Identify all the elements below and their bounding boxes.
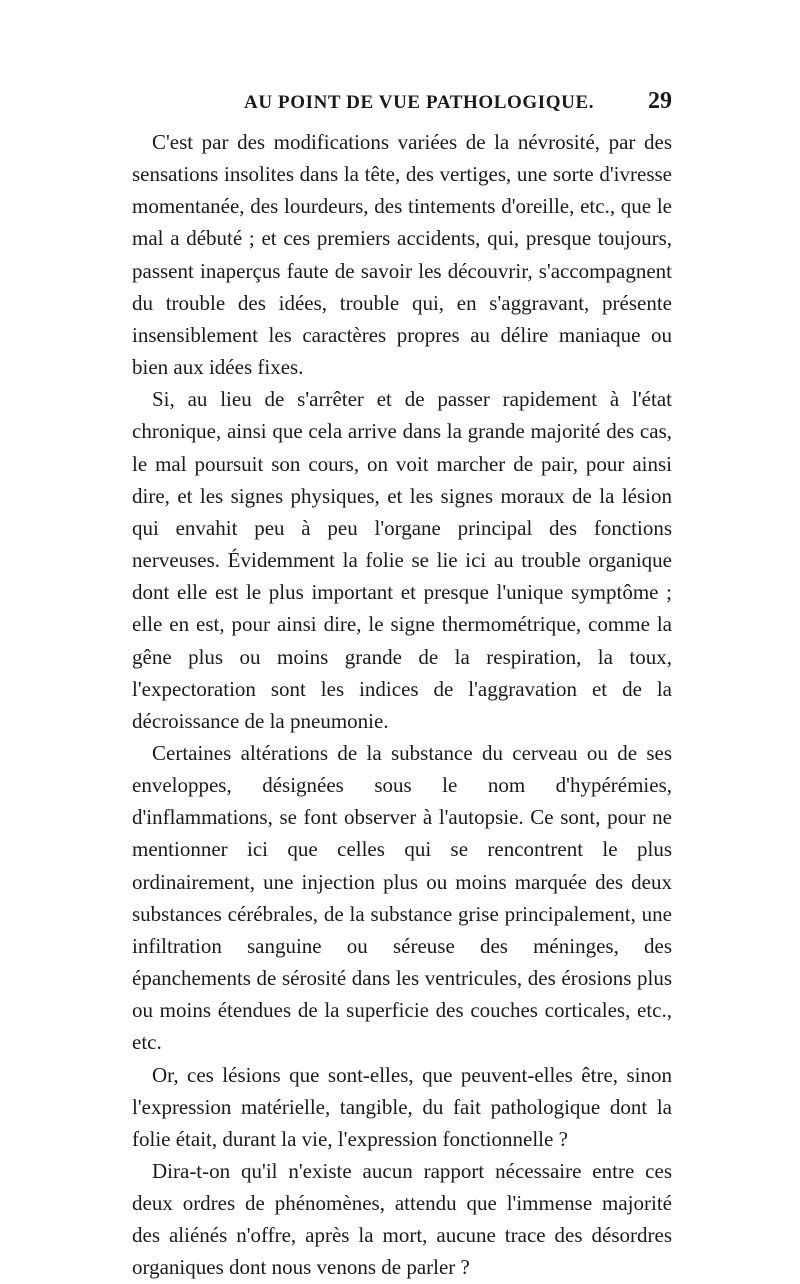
paragraph-3: Certaines altérations de la substance du cerveau ou de ses enveloppes, désignées sous le nom d'hypérémies, d'inflammations, se font observer à l'autopsie. Ce sont, pour ne mentionner ici que celles qui se rencontrent le plus ordinairement, une injection plus ou moins marquée des deux substances cérébrales, de la substance grise principalement, une infiltration sanguine ou séreuse des méninges, des épanchements de sérosité dans les ventricules, des érosions plus ou moins étendues de la superficie des couches corticales, etc., etc.: [132, 740, 672, 1055]
body-text: [132, 126, 672, 1284]
paragraph-4: Or, ces lésions que sont-elles, que peuvent-elles être, sinon l'expression matérielle, tangible, du fait pathologique dont la folie était, durant la vie, l'expression fonctionnelle ?: [132, 1062, 672, 1151]
paragraph-1: C'est par des modifications variées de la névrosité, par des sensations insolites dans la tête, des vertiges, une sorte d'ivresse momentanée, des lourdeurs, des tintements d'oreille, etc., que le mal a débuté ; et ces premiers accidents, qui, presque toujours, passent inaperçus faute de savoir les découvrir, s'accompagnent du trouble des idées, trouble qui, en s'aggravant, présente insensiblement les caractères propres au délire maniaque ou bien aux idées fixes.: [132, 130, 672, 380]
running-title: AU POINT DE VUE PATHOLOGIQUE.: [244, 92, 595, 113]
paragraph-2: Si, au lieu de s'arrêter et de passer rapidement à l'état chronique, ainsi que cela arrive dans la grande majorité des cas, le mal poursuit son cours, on voit marcher de pair, pour ainsi dire, et les signes physiques, et les signes moraux de la lésion qui envahit peu à peu l'organe principal des fonctions nerveuses. Évidemment la folie se lie ici au trouble organique dont elle est le plus important et presque l'unique symptôme ; elle en est, pour ainsi dire, le signe thermométrique, comme la gêne plus ou moins grande de la respiration, la toux, l'expectoration sont les indices de l'aggravation et de la décroissance de la pneumonie.: [132, 387, 672, 733]
paragraph-5: Dira-t-on qu'il n'existe aucun rapport nécessaire entre ces deux ordres de phénomènes, attendu que l'immense majorité des aliénés n'offre, après la mort, aucune trace des désordres organiques dont nous venons de parler ?: [132, 1159, 672, 1280]
running-head: [132, 88, 672, 122]
page-number: 29: [648, 88, 672, 114]
